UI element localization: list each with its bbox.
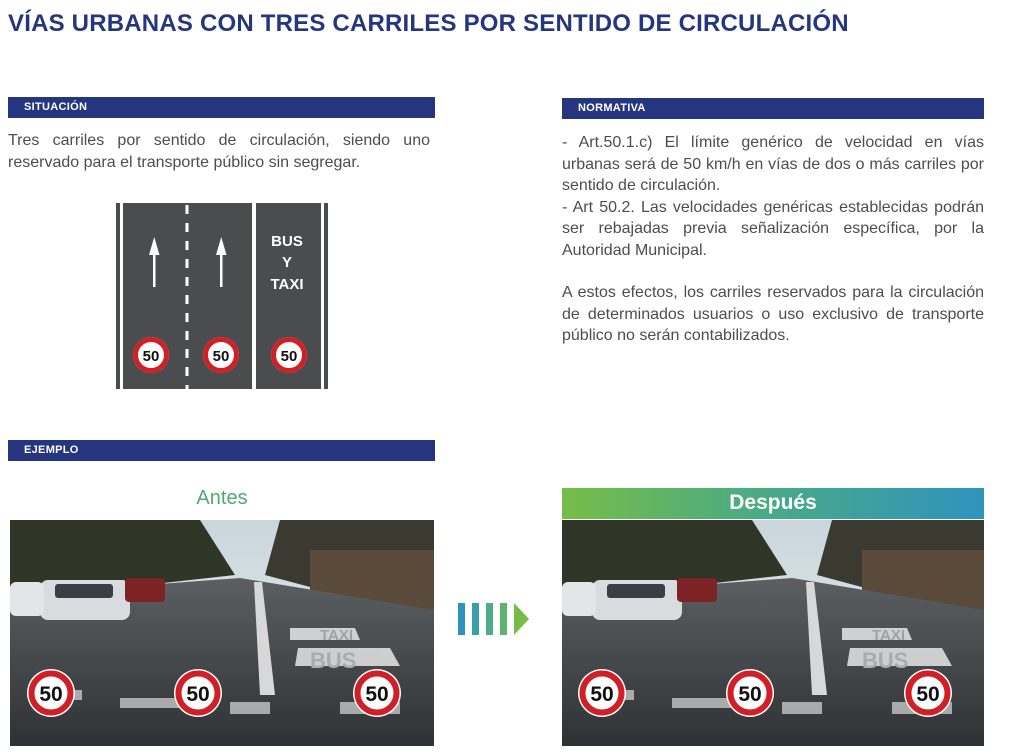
lane-diagram <box>116 203 328 389</box>
normativa-paragraph-2: - Art 50.2. Las velocidades genéricas establecidas podrán ser rebajadas previa señalización específica, por la Autoridad Municipal. <box>562 198 984 259</box>
road-edge-line-left <box>120 203 123 389</box>
before-label: Antes <box>196 487 248 509</box>
road-edge-line-right <box>321 203 324 389</box>
svg-text:50: 50 <box>916 683 940 706</box>
speed-limit-sign-before-2 <box>174 669 222 717</box>
road-marking-bus-after: BUS <box>862 648 909 673</box>
page-title: VÍAS URBANAS CON TRES CARRILES POR SENTIDO DE CIRCULACIÓN <box>8 10 849 37</box>
normativa-header: NORMATIVA <box>562 98 984 119</box>
parked-car-1-after <box>592 580 682 620</box>
after-photo <box>562 520 984 746</box>
svg-text:50: 50 <box>280 348 298 365</box>
bus-lane-label-line3: TAXI <box>270 276 304 293</box>
situacion-header: SITUACIÓN <box>8 97 435 118</box>
svg-text:50: 50 <box>590 683 614 706</box>
bus-lane-label-line1: BUS <box>271 233 303 250</box>
parked-car-2-after <box>677 578 717 602</box>
road-marking-bus: BUS <box>310 648 357 673</box>
transition-arrow-icon <box>458 601 542 637</box>
svg-text:50: 50 <box>39 683 63 706</box>
parked-car-3-after <box>562 582 596 616</box>
road-marking-taxi: TAXI <box>320 627 354 644</box>
after-label: Después <box>562 488 984 519</box>
speed-limit-sign-after-2 <box>726 669 774 717</box>
svg-text:50: 50 <box>738 683 762 706</box>
svg-text:50: 50 <box>212 348 230 365</box>
speed-limit-sign-after-3 <box>904 669 952 717</box>
speed-limit-sign-3 <box>271 337 307 373</box>
bus-lane-label-line2: Y <box>281 254 293 271</box>
road-marking-taxi-after: TAXI <box>872 627 906 644</box>
svg-text:50: 50 <box>142 348 160 365</box>
parked-car-3 <box>10 582 44 616</box>
speed-limit-sign-1 <box>133 337 169 373</box>
before-photo <box>10 520 434 746</box>
speed-limit-sign-before-1 <box>27 669 75 717</box>
normativa-paragraph-3: A estos efectos, los carriles reservados para la circulación de determinados usuarios o uso exclusivo de transporte público no serán contabilizados. <box>562 284 984 344</box>
parked-car-1 <box>40 580 130 620</box>
situacion-text: Tres carriles por sentido de circulación, siendo uno reservado para el transporte público sin segregar. <box>8 132 430 171</box>
svg-text:50: 50 <box>365 683 389 706</box>
ejemplo-header: EJEMPLO <box>8 440 435 461</box>
normativa-paragraph-1: - Art.50.1.c) El límite genérico de velocidad en vías urbanas será de 50 km/h en vías de dos o más carriles por sentido de circulación. <box>562 134 984 194</box>
parked-car-2 <box>125 578 165 602</box>
speed-limit-sign-2 <box>203 337 239 373</box>
bus-lane-divider-solid <box>252 203 256 389</box>
speed-limit-sign-before-3 <box>353 669 401 717</box>
normativa-text <box>562 132 984 347</box>
svg-text:50: 50 <box>186 683 210 706</box>
speed-limit-sign-after-1 <box>578 669 626 717</box>
